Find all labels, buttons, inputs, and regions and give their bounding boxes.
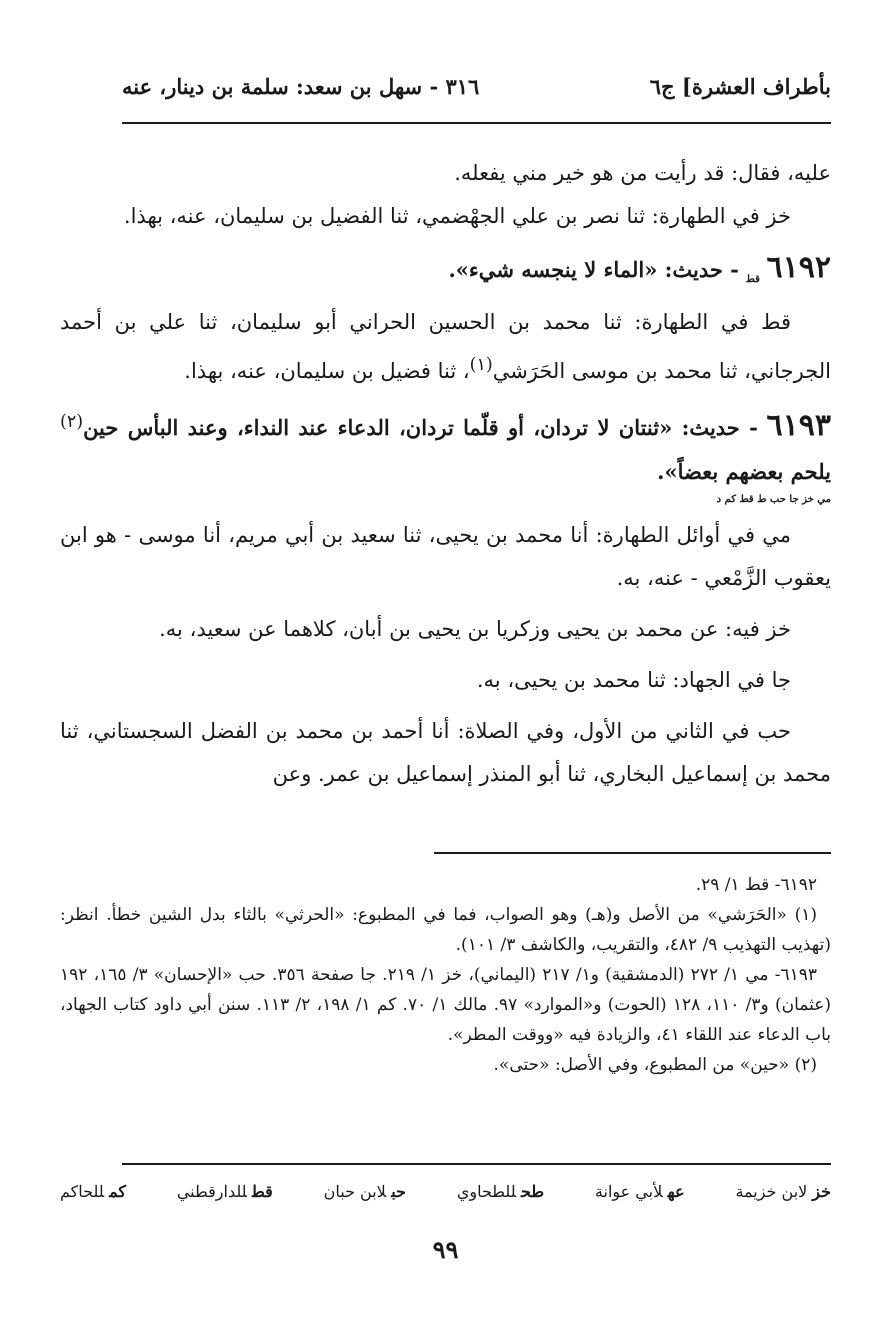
legend-name: لأبي عوانة	[594, 1182, 663, 1201]
footnote: ٦١٩٣- مي ١/ ٢٧٢ (الدمشقية) و١/ ٢١٧ (اليماني)، خز ١/ ٢١٩. جا صفحة ٣٥٦. حب «الإحسان» ٣/ ١٦٥، ١٩٢ (عثمان) و٣/ ١١٠، ١٢٨ (الحوت) و«الموارد» ٩٧. مالك ١/ ٧٠. كم ١/ ١٩٨، ٢/ ١١٣. سنن أبي داود كتاب الجهاد، باب الدعاء عند اللقاء ٤١، والزيادة فيه «ووقت المطر».	[60, 965, 831, 1045]
hadith-number: ٦١٩٢	[766, 250, 831, 285]
page-number: ٩٩	[432, 1235, 459, 1264]
footnote-rule	[434, 852, 831, 854]
hadith-text: - حديث: «ثنتان لا تردان، أو قلّما تردان، الدعاء عند النداء، وعند البأس حين	[83, 415, 758, 441]
legend-item	[595, 1182, 685, 1201]
paragraph: عليه، فقال: قد رأيت من هو خير مني يفعله.	[454, 161, 831, 185]
legend-item	[457, 1182, 544, 1201]
running-header	[122, 70, 831, 110]
legend-abbr: حب	[391, 1182, 406, 1201]
legend-name: للطحاوي	[456, 1182, 516, 1201]
hadith-sigla: مي خز جا حب ط قط كم د	[716, 494, 831, 506]
paragraph-text: قط في الطهارة: ثنا محمد بن الحسين الحراني أبو سليمان، ثنا علي بن أحمد الجرجاني، ثنا محمد بن موسى الحَرَشي	[60, 310, 831, 384]
legend-name: للدارقطني	[176, 1182, 247, 1201]
legend-abbr: قط	[251, 1182, 273, 1201]
hadith-heading	[60, 401, 831, 494]
legend-name: لابن حبان	[323, 1182, 387, 1201]
paragraph-text: ، ثنا فضيل بن سليمان، عنه، بهذا.	[184, 359, 470, 384]
legend-item	[735, 1182, 831, 1201]
footnote-ref: (١)	[469, 355, 493, 376]
paragraph: مي في أوائل الطهارة: أنا محمد بن يحيى، ثنا سعيد بن أبي مريم، أنا موسى - هو ابن يعقوب الزَّمْعي - عنه، به.	[60, 523, 831, 591]
hadith-text: يلحم بعضهم بعضاً».	[657, 459, 831, 485]
paragraph: حب في الثاني من الأول، وفي الصلاة: أنا أحمد بن محمد بن الفضل السجستاني، ثنا محمد بن إسماعيل البخاري، ثنا أبو المنذر إسماعيل بن عمر. وعن	[60, 719, 831, 787]
legend-abbr: خز	[812, 1182, 831, 1201]
footnote-ref: (٢)	[60, 412, 84, 433]
paragraph: جا في الجهاد: ثنا محمد بن يحيى، به.	[476, 668, 791, 693]
legend-abbr: كم	[109, 1182, 126, 1201]
legend-item	[60, 1182, 126, 1201]
legend-item	[324, 1182, 406, 1201]
legend-abbr: طح	[520, 1182, 545, 1201]
footnote: (٢) «حين» من المطبوع، وفي الأصل: «حتى».	[493, 1055, 817, 1075]
header-rule	[122, 122, 831, 124]
main-text	[60, 152, 831, 796]
legend-name: لابن خزيمة	[735, 1182, 808, 1201]
footnote: (١) «الحَرَشي» من الأصل و(هـ) وهو الصواب، فما في المطبوع: «الحرثي» بالثاء بدل الشين خطأ. انظر: (تهذيب التهذيب ٩/ ٤٨٢، والتقريب، والكاشف ٣/ ١٠١).	[60, 905, 831, 955]
book-title: بأطراف العشرة] ج٦	[649, 74, 831, 99]
footnote: ٦١٩٢- قط ١/ ٢٩.	[695, 875, 817, 895]
footnotes	[60, 870, 831, 1080]
legend-item	[177, 1182, 273, 1201]
abbreviation-legend	[60, 1182, 831, 1201]
legend-rule	[122, 1163, 831, 1165]
paragraph: خز فيه: عن محمد بن يحيى وزكريا بن يحيى بن أبان، كلاهما عن سعيد، به.	[159, 617, 791, 642]
legend-abbr: عه	[667, 1182, 685, 1201]
paragraph: خز في الطهارة: ثنا نصر بن علي الجهْضمي، ثنا الفضيل بن سليمان، عنه، بهذا.	[123, 204, 791, 228]
hadith-heading	[60, 246, 831, 301]
hadith-number: ٦١٩٣	[766, 408, 831, 444]
paragraph	[60, 301, 831, 393]
running-title: ٣١٦ - سهل بن سعد: سلمة بن دينار، عنه	[122, 74, 480, 99]
hadith-siglum: قط	[745, 274, 760, 286]
legend-name: للحاكم	[60, 1182, 105, 1201]
hadith-text: - حديث: «الماء لا ينجسه شيء».	[448, 257, 739, 282]
